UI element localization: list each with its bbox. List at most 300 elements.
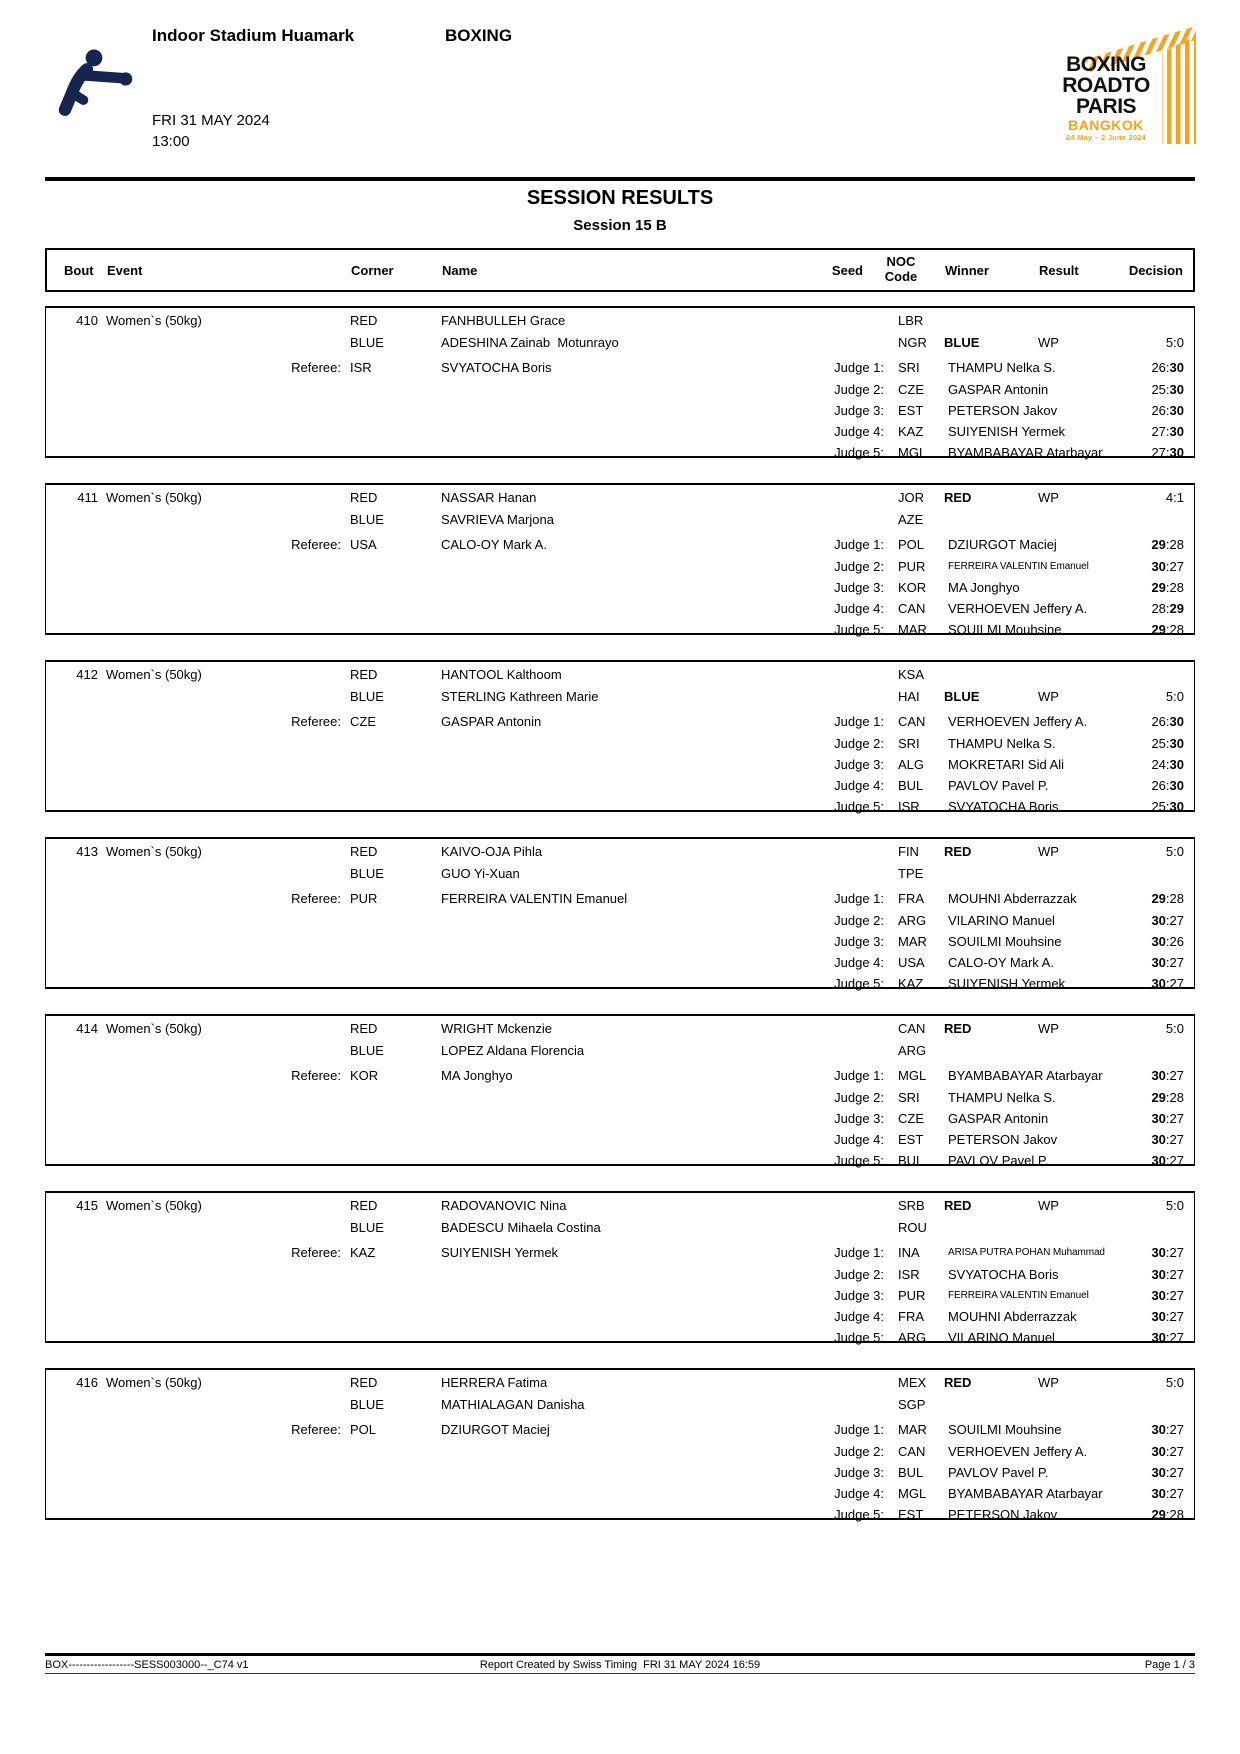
bout-number: 415 <box>76 1198 98 1213</box>
boxer-noc-red: CAN <box>898 1021 926 1036</box>
boxer-name-blue: STERLING Kathreen Marie <box>441 689 599 704</box>
judge-label: Judge 3: <box>834 1465 884 1480</box>
red-corner-row <box>46 490 1194 506</box>
judge-noc: MGL <box>898 445 927 460</box>
judge-label: Judge 4: <box>834 1132 884 1147</box>
referee-judge1-row <box>46 360 1194 376</box>
winner-blue: BLUE <box>944 689 980 704</box>
bout-event: Women`s (50kg) <box>106 667 202 682</box>
result-red: WP <box>1038 844 1059 859</box>
judge-score: 30:27 <box>1151 1465 1184 1480</box>
judge-name: THAMPU Nelka S. <box>948 1090 1056 1105</box>
boxer-name-red: WRIGHT Mckenzie <box>441 1021 552 1036</box>
judge-label: Judge 2: <box>834 1090 884 1105</box>
sport-title: BOXING <box>445 26 513 45</box>
judge-row <box>46 1486 1194 1502</box>
col-bout: Bout <box>64 263 94 278</box>
judge-label: Judge 2: <box>834 1267 884 1282</box>
result-blue: WP <box>1038 335 1059 350</box>
bout-block <box>45 306 1195 458</box>
judge-label: Judge 2: <box>834 559 884 574</box>
judge-noc: ALG <box>898 757 925 772</box>
judge-name: MA Jonghyo <box>948 580 1020 595</box>
judge-name: BYAMBABAYAR Atarbayar <box>948 1486 1103 1501</box>
judge-noc: CAN <box>898 1444 926 1459</box>
judge-noc: EST <box>898 1132 924 1147</box>
col-result: Result <box>1039 263 1079 278</box>
judge-label: Judge 4: <box>834 778 884 793</box>
judge-noc: FRA <box>898 891 924 906</box>
judge-row <box>46 778 1194 794</box>
boxer-name-red: RADOVANOVIC Nina <box>441 1198 567 1213</box>
judge-label: Judge 5: <box>834 1153 884 1168</box>
judge-row <box>46 1507 1194 1523</box>
bout-number: 416 <box>76 1375 98 1390</box>
judge-score: 30:27 <box>1151 559 1184 574</box>
referee-label: Referee: <box>291 714 341 729</box>
judge-name: VERHOEVEN Jeffery A. <box>948 1444 1088 1459</box>
judge-noc: MAR <box>898 1422 927 1437</box>
session-datetime <box>152 110 270 152</box>
referee-noc: CZE <box>350 714 376 729</box>
judge-noc: CZE <box>898 382 924 397</box>
judge-label: Judge 5: <box>834 799 884 814</box>
judge-score: 28:29 <box>1151 601 1184 616</box>
judge-row <box>46 403 1194 419</box>
referee-noc: KAZ <box>350 1245 376 1260</box>
logo-wordmark <box>1050 54 1162 143</box>
bout-event: Women`s (50kg) <box>106 1198 202 1213</box>
referee-name: GASPAR Antonin <box>441 714 542 729</box>
page-title: SESSION RESULTS <box>526 187 714 209</box>
red-corner-row <box>46 1198 1194 1214</box>
bout-block <box>45 837 1195 989</box>
decision-blue: 5:0 <box>1165 335 1184 350</box>
judge-noc: CAN <box>898 714 926 729</box>
judge-score: 25:30 <box>1151 382 1184 397</box>
judge-score: 30:27 <box>1151 1245 1184 1260</box>
boxer-noc-blue: ROU <box>898 1220 927 1235</box>
judge-label: Judge 1: <box>834 1422 884 1437</box>
judge-noc: PUR <box>898 559 926 574</box>
referee-label: Referee: <box>291 1068 341 1083</box>
judge-row <box>46 580 1194 596</box>
boxer-name-blue: ADESHINA Zainab Motunrayo <box>441 335 619 350</box>
judge-name: PETERSON Jakov <box>948 1132 1058 1147</box>
judge-noc: SRI <box>898 360 920 375</box>
boxer-noc-blue: AZE <box>898 512 924 527</box>
judge-label: Judge 5: <box>834 976 884 991</box>
judge-name: GASPAR Antonin <box>948 1111 1049 1126</box>
judge-score: 30:27 <box>1151 1422 1184 1437</box>
judge-score: 26:30 <box>1151 778 1184 793</box>
judge-row <box>46 1444 1194 1460</box>
judge-score: 30:27 <box>1151 1111 1184 1126</box>
judge-score: 29:28 <box>1151 537 1184 552</box>
judge-score: 24:30 <box>1151 757 1184 772</box>
judge-noc: ISR <box>898 799 920 814</box>
result-red: WP <box>1038 1021 1059 1036</box>
result-red: WP <box>1038 490 1059 505</box>
judge-noc: MAR <box>898 934 927 949</box>
corner-label-blue: BLUE <box>350 512 384 527</box>
judge-score: 25:30 <box>1151 799 1184 814</box>
judge-noc: SRI <box>898 1090 920 1105</box>
judge-row <box>46 913 1194 929</box>
referee-label: Referee: <box>291 537 341 552</box>
judge-score: 30:26 <box>1151 934 1184 949</box>
judge-label: Judge 3: <box>834 1111 884 1126</box>
col-corner: Corner <box>351 263 394 278</box>
referee-noc: PUR <box>350 891 378 906</box>
col-decision: Decision <box>1128 263 1183 278</box>
judge-label: Judge 5: <box>834 622 884 637</box>
judge-score: 30:27 <box>1151 1330 1184 1345</box>
referee-name: FERREIRA VALENTIN Emanuel <box>441 891 628 906</box>
judge-noc: BUL <box>898 1465 924 1480</box>
judge-label: Judge 4: <box>834 1486 884 1501</box>
judge-name: CALO-OY Mark A. <box>948 955 1054 970</box>
judge-noc: BUL <box>898 778 924 793</box>
col-name: Name <box>442 263 478 278</box>
footer-page-number: Page 1 / 3 <box>1144 1659 1195 1671</box>
corner-label-red: RED <box>350 490 378 505</box>
judge-name: MOKRETARI Sid Ali <box>948 757 1065 772</box>
judge-score: 30:27 <box>1151 955 1184 970</box>
logo-line1: BOXING <box>1066 53 1146 76</box>
result-red: WP <box>1038 1198 1059 1213</box>
referee-judge1-row <box>46 1422 1194 1438</box>
bout-block <box>45 483 1195 635</box>
judge-noc: MAR <box>898 622 927 637</box>
judge-noc: FRA <box>898 1309 924 1324</box>
judge-row <box>46 382 1194 398</box>
judge-score: 30:27 <box>1151 913 1184 928</box>
judge-name: SOUILMI Mouhsine <box>948 1422 1062 1437</box>
judge-name: SUIYENISH Yermek <box>948 424 1066 439</box>
judge-score: 25:30 <box>1151 736 1184 751</box>
logo-city: BANGKOK <box>1068 117 1144 133</box>
corner-label-red: RED <box>350 1375 378 1390</box>
judge-name: FERREIRA VALENTIN Emanuel <box>948 561 1089 572</box>
judge-row <box>46 1111 1194 1127</box>
col-winner: Winner <box>945 263 989 278</box>
corner-label-blue: BLUE <box>350 1397 384 1412</box>
logo-line2: ROADTO <box>1062 74 1150 97</box>
judge-noc: POL <box>898 537 925 552</box>
judge-label: Judge 2: <box>834 913 884 928</box>
judge-score: 30:27 <box>1151 1486 1184 1501</box>
judge-noc: MGL <box>898 1486 927 1501</box>
judge-name: MOUHNI Abderrazzak <box>948 891 1077 906</box>
judge-name: SOUILMI Mouhsine <box>948 934 1062 949</box>
header-rule <box>45 177 1195 181</box>
judge-name: ARISA PUTRA POHAN Muhammad <box>948 1247 1105 1258</box>
bout-event: Women`s (50kg) <box>106 490 202 505</box>
bout-block <box>45 1014 1195 1166</box>
judge-label: Judge 4: <box>834 955 884 970</box>
judge-score: 27:30 <box>1151 424 1184 439</box>
judge-name: MOUHNI Abderrazzak <box>948 1309 1077 1324</box>
judge-label: Judge 5: <box>834 1330 884 1345</box>
decision-red: 4:1 <box>1165 490 1184 505</box>
judge-row <box>46 1309 1194 1325</box>
boxer-name-red: KAIVO-OJA Pihla <box>441 844 543 859</box>
corner-label-red: RED <box>350 667 378 682</box>
judge-score: 30:27 <box>1151 1267 1184 1282</box>
boxer-name-blue: MATHIALAGAN Danisha <box>441 1397 585 1412</box>
boxer-noc-red: JOR <box>898 490 924 505</box>
judge-noc: BUL <box>898 1153 924 1168</box>
judge-score: 29:28 <box>1151 1507 1184 1522</box>
judge-noc: KOR <box>898 580 927 595</box>
session-subtitle: Session 15 B <box>573 217 667 234</box>
bout-block <box>45 1368 1195 1520</box>
judge-name: VILARINO Manuel <box>948 913 1055 928</box>
judge-noc: USA <box>898 955 925 970</box>
bout-event: Women`s (50kg) <box>106 313 202 328</box>
judge-label: Judge 4: <box>834 1309 884 1324</box>
referee-name: CALO-OY Mark A. <box>441 537 547 552</box>
bout-block <box>45 660 1195 812</box>
judge-label: Judge 5: <box>834 445 884 460</box>
winner-red: RED <box>944 1021 972 1036</box>
judge-label: Judge 3: <box>834 580 884 595</box>
judge-row <box>46 1465 1194 1481</box>
judge-score: 26:30 <box>1151 403 1184 418</box>
col-noc-code: NOC Code <box>884 254 918 284</box>
winner-red: RED <box>944 1375 972 1390</box>
venue-title: Indoor Stadium Huamark <box>152 26 355 45</box>
boxer-name-blue: GUO Yi-Xuan <box>441 866 520 881</box>
winner-red: RED <box>944 1198 972 1213</box>
red-corner-row <box>46 1375 1194 1391</box>
judge-noc: MGL <box>898 1068 927 1083</box>
judge-label: Judge 3: <box>834 403 884 418</box>
event-logo <box>1050 24 1196 156</box>
judge-label: Judge 1: <box>834 360 884 375</box>
judge-row <box>46 1267 1194 1283</box>
corner-label-blue: BLUE <box>350 689 384 704</box>
bout-event: Women`s (50kg) <box>106 844 202 859</box>
blue-corner-row <box>46 1043 1194 1059</box>
boxer-name-blue: BADESCU Mihaela Costina <box>441 1220 601 1235</box>
judge-noc: EST <box>898 403 924 418</box>
red-corner-row <box>46 1021 1194 1037</box>
referee-label: Referee: <box>291 1245 341 1260</box>
judge-label: Judge 3: <box>834 757 884 772</box>
col-event: Event <box>107 263 143 278</box>
blue-corner-row <box>46 866 1194 882</box>
judge-name: BYAMBABAYAR Atarbayar <box>948 1068 1103 1083</box>
referee-judge1-row <box>46 891 1194 907</box>
logo-dates: 24 May – 2 June 2024 <box>1066 133 1146 142</box>
boxer-noc-blue: SGP <box>898 1397 926 1412</box>
judge-label: Judge 5: <box>834 1507 884 1522</box>
corner-label-red: RED <box>350 313 378 328</box>
corner-label-blue: BLUE <box>350 335 384 350</box>
judge-row <box>46 622 1194 638</box>
decision-blue: 5:0 <box>1165 689 1184 704</box>
corner-label-blue: BLUE <box>350 1220 384 1235</box>
judge-name: VERHOEVEN Jeffery A. <box>948 601 1088 616</box>
judge-score: 26:30 <box>1151 714 1184 729</box>
boxer-noc-red: FIN <box>898 844 919 859</box>
referee-noc: USA <box>350 537 377 552</box>
judge-row <box>46 1090 1194 1106</box>
judge-noc: CAN <box>898 601 926 616</box>
judge-label: Judge 3: <box>834 1288 884 1303</box>
decision-red: 5:0 <box>1165 844 1184 859</box>
bout-number: 412 <box>76 667 98 682</box>
winner-red: RED <box>944 844 972 859</box>
result-blue: WP <box>1038 689 1059 704</box>
footer-report-code: BOX------------------SESS003000--_C74 v1 <box>45 1659 249 1671</box>
judge-name: SOUILMI Mouhsine <box>948 622 1062 637</box>
referee-judge1-row <box>46 537 1194 553</box>
decision-red: 5:0 <box>1165 1021 1184 1036</box>
judge-label: Judge 1: <box>834 1245 884 1260</box>
logo-line3: PARIS <box>1075 95 1137 118</box>
boxing-pictogram-icon <box>50 46 138 131</box>
referee-name: SUIYENISH Yermek <box>441 1245 559 1260</box>
bouts-container <box>45 306 1195 1545</box>
bout-number: 411 <box>77 490 98 505</box>
judge-row <box>46 559 1194 575</box>
judge-noc: KAZ <box>898 424 924 439</box>
judge-row <box>46 1153 1194 1169</box>
bout-event: Women`s (50kg) <box>106 1375 202 1390</box>
blue-corner-row <box>46 335 1194 351</box>
judge-name: GASPAR Antonin <box>948 382 1049 397</box>
judge-name: PETERSON Jakov <box>948 403 1058 418</box>
blue-corner-row <box>46 512 1194 528</box>
judge-row <box>46 736 1194 752</box>
boxer-name-red: FANHBULLEH Grace <box>441 313 566 328</box>
judge-row <box>46 424 1194 440</box>
judge-name: THAMPU Nelka S. <box>948 736 1056 751</box>
referee-name: SVYATOCHA Boris <box>441 360 552 375</box>
judge-noc: SRI <box>898 736 920 751</box>
corner-label-blue: BLUE <box>350 1043 384 1058</box>
referee-judge1-row <box>46 714 1194 730</box>
corner-label-red: RED <box>350 1198 378 1213</box>
judge-name: FERREIRA VALENTIN Emanuel <box>948 1290 1089 1301</box>
judge-noc: INA <box>898 1245 920 1260</box>
red-corner-row <box>46 313 1194 329</box>
winner-red: RED <box>944 490 972 505</box>
judge-name: SVYATOCHA Boris <box>948 799 1059 814</box>
boxer-noc-blue: NGR <box>898 335 927 350</box>
bout-number: 410 <box>76 313 98 328</box>
judge-label: Judge 1: <box>834 1068 884 1083</box>
judge-score: 30:27 <box>1151 1153 1184 1168</box>
judge-label: Judge 1: <box>834 537 884 552</box>
judge-score: 30:27 <box>1151 1068 1184 1083</box>
boxer-noc-red: LBR <box>898 313 924 328</box>
judge-name: VILARINO Manuel <box>948 1330 1055 1345</box>
red-corner-row <box>46 667 1194 683</box>
judge-score: 30:27 <box>1151 1132 1184 1147</box>
referee-name: MA Jonghyo <box>441 1068 513 1083</box>
bout-number: 414 <box>76 1021 98 1036</box>
judge-score: 29:28 <box>1151 891 1184 906</box>
boxer-noc-blue: ARG <box>898 1043 927 1058</box>
judge-label: Judge 2: <box>834 736 884 751</box>
decision-red: 5:0 <box>1165 1375 1184 1390</box>
judge-row <box>46 1132 1194 1148</box>
bout-block <box>45 1191 1195 1343</box>
decision-red: 5:0 <box>1165 1198 1184 1213</box>
judge-noc: KAZ <box>898 976 924 991</box>
referee-judge1-row <box>46 1068 1194 1084</box>
boxer-noc-red: MEX <box>898 1375 927 1390</box>
judge-score: 30:27 <box>1151 976 1184 991</box>
judge-name: DZIURGOT Maciej <box>948 537 1057 552</box>
judge-label: Judge 4: <box>834 424 884 439</box>
judge-row <box>46 934 1194 950</box>
judge-row <box>46 757 1194 773</box>
judge-noc: EST <box>898 1507 924 1522</box>
referee-label: Referee: <box>291 891 341 906</box>
boxer-name-red: HERRERA Fatima <box>441 1375 548 1390</box>
judge-name: PAVLOV Pavel P. <box>948 778 1049 793</box>
judge-noc: ARG <box>898 1330 927 1345</box>
judge-label: Judge 3: <box>834 934 884 949</box>
judge-name: SVYATOCHA Boris <box>948 1267 1059 1282</box>
judge-row <box>46 955 1194 971</box>
boxer-name-red: NASSAR Hanan <box>441 490 537 505</box>
referee-label: Referee: <box>291 1422 341 1437</box>
boxer-name-blue: LOPEZ Aldana Florencia <box>441 1043 585 1058</box>
judge-score: 26:30 <box>1151 360 1184 375</box>
judge-score: 29:28 <box>1151 622 1184 637</box>
boxer-noc-blue: HAI <box>898 689 920 704</box>
red-corner-row <box>46 844 1194 860</box>
judge-label: Judge 2: <box>834 1444 884 1459</box>
page-footer <box>45 1653 1195 1674</box>
result-red: WP <box>1038 1375 1059 1390</box>
winner-blue: BLUE <box>944 335 980 350</box>
boxer-noc-red: SRB <box>898 1198 925 1213</box>
blue-corner-row <box>46 689 1194 705</box>
judge-score: 30:27 <box>1151 1309 1184 1324</box>
referee-noc: POL <box>350 1422 377 1437</box>
corner-label-red: RED <box>350 844 378 859</box>
judge-row <box>46 1330 1194 1346</box>
judge-name: PAVLOV Pavel P. <box>948 1465 1049 1480</box>
judge-label: Judge 1: <box>834 891 884 906</box>
judge-score: 27:30 <box>1151 445 1184 460</box>
col-seed: Seed <box>831 263 863 278</box>
boxer-name-red: HANTOOL Kalthoom <box>441 667 562 682</box>
judge-row <box>46 976 1194 992</box>
table-header-row <box>45 248 1195 292</box>
referee-noc: KOR <box>350 1068 379 1083</box>
judge-label: Judge 1: <box>834 714 884 729</box>
boxer-name-blue: SAVRIEVA Marjona <box>441 512 554 527</box>
referee-noc: ISR <box>350 360 372 375</box>
judge-row <box>46 799 1194 815</box>
judge-name: SUIYENISH Yermek <box>948 976 1066 991</box>
judge-name: BYAMBABAYAR Atarbayar <box>948 445 1103 460</box>
judge-row <box>46 601 1194 617</box>
boxer-noc-red: KSA <box>898 667 925 682</box>
judge-row <box>46 445 1194 461</box>
corner-label-red: RED <box>350 1021 378 1036</box>
judge-noc: ARG <box>898 913 927 928</box>
judge-noc: PUR <box>898 1288 926 1303</box>
